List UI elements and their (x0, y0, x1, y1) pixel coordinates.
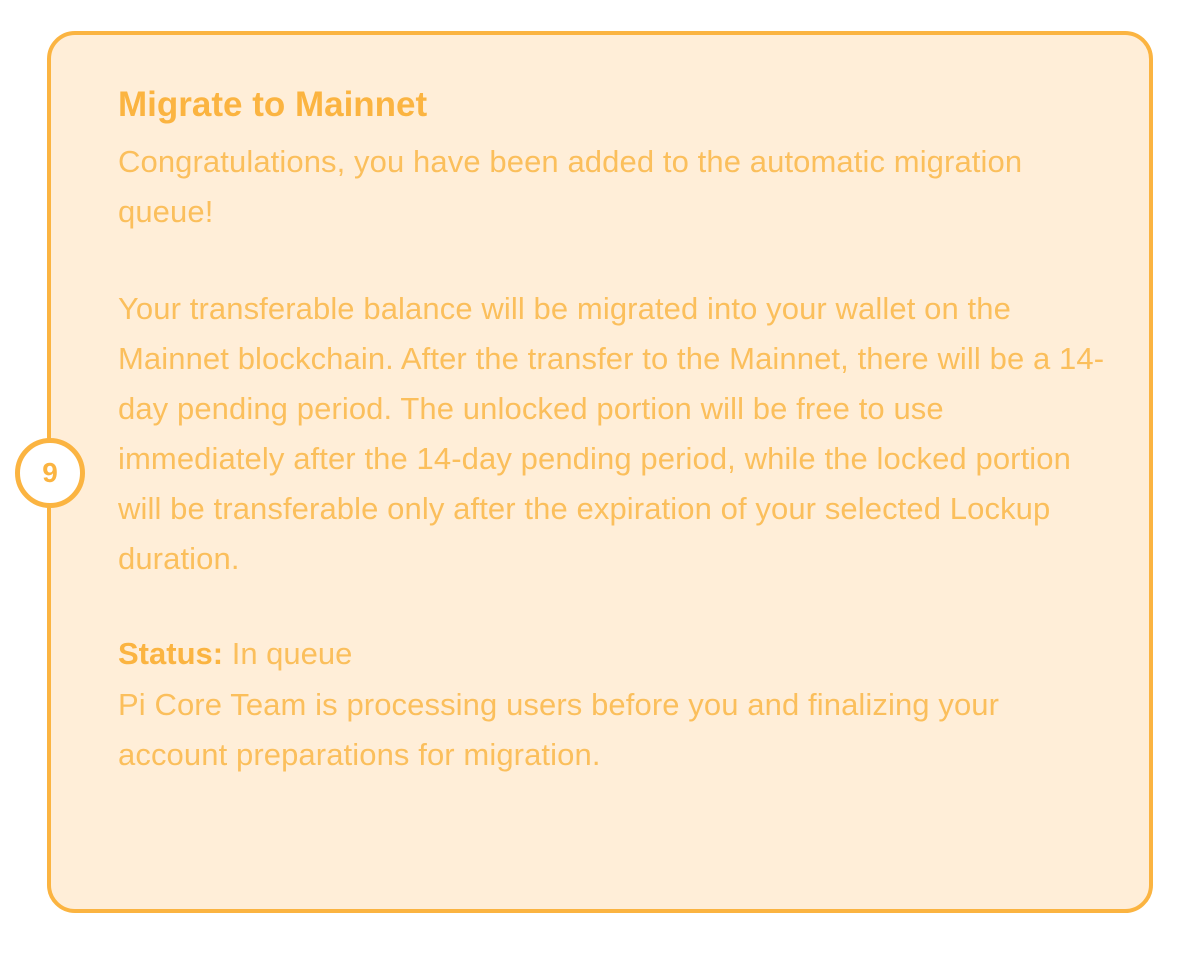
card-content (118, 84, 1108, 780)
status-label: Status: (118, 636, 224, 671)
status-note: Pi Core Team is processing users before you and finalizing your account preparations for migration. (118, 687, 1000, 772)
migration-details-text: Your transferable balance will be migrated into your wallet on the Mainnet blockchain. After the transfer to the Mainnet, there will be a 14-day pending period. The unlocked portion will be free to use immediately after the 14-day pending period, while the locked portion will be transferable only after the expiration of your selected Lockup duration. (118, 291, 1105, 576)
intro-text: Congratulations, you have been added to the automatic migration queue! (118, 144, 1023, 229)
card-title: Migrate to Mainnet (118, 85, 428, 124)
step-number-badge: 9 (15, 438, 85, 508)
status-line (118, 632, 1108, 676)
status-value: In queue (231, 636, 353, 671)
